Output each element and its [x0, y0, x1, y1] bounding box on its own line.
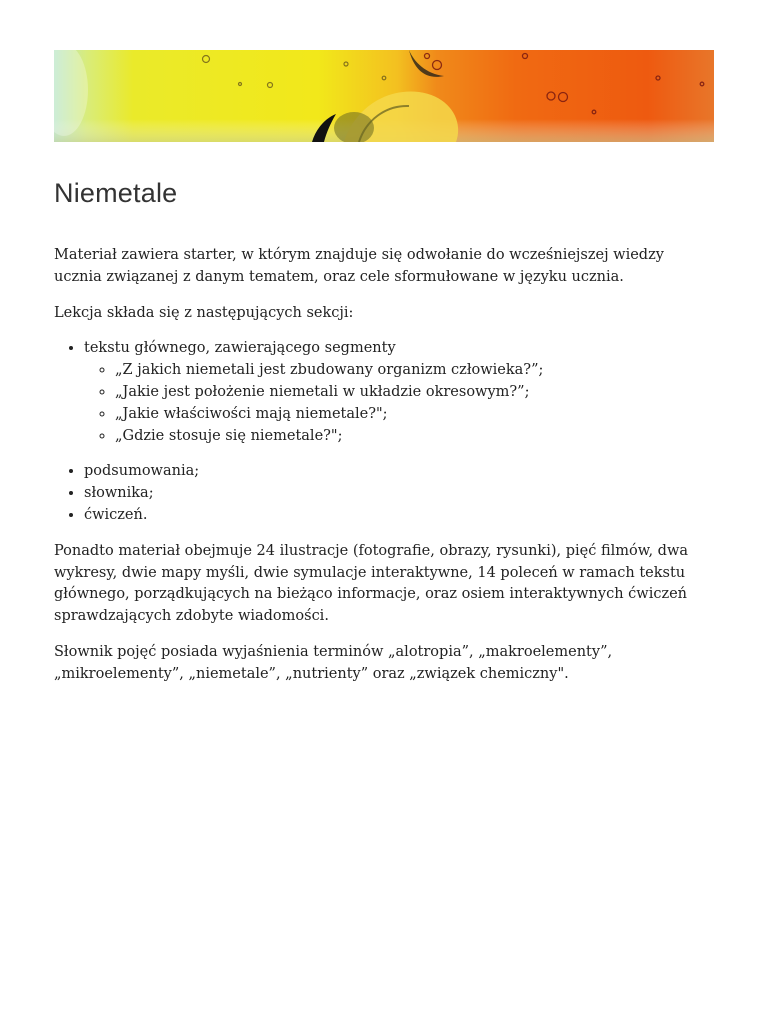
- document-page: [54, 50, 714, 700]
- segment-item: ◦ „Z jakich niemetali jest zbudowany organizm człowieka?”;: [115, 360, 714, 382]
- list-item: [84, 338, 714, 447]
- main-text-section-label: tekstu głównego, zawierającego segmenty: [84, 340, 396, 357]
- sections-intro-paragraph: Lekcja składa się z następujących sekcji:: [54, 304, 354, 321]
- list-item: • słownika;: [84, 483, 714, 505]
- sections-list: [54, 338, 714, 447]
- banner-image: [54, 50, 714, 142]
- segment-item: ◦ „Gdzie stosuje się niemetale?";: [115, 426, 714, 448]
- list-item: • ćwiczeń.: [84, 505, 714, 527]
- page-title: Niemetale: [54, 178, 178, 208]
- other-sections-list: [54, 461, 714, 526]
- intro-paragraph: Materiał zawiera starter, w którym znajduje się odwołanie do wcześniejszej wiedzy ucznia związanej z danym tematem, oraz cele sformułowane w języku ucznia.: [54, 247, 664, 285]
- list-item: • podsumowania;: [84, 461, 714, 483]
- segment-item: ◦ „Jakie właściwości mają niemetale?";: [115, 404, 714, 426]
- segments-list: [84, 360, 714, 447]
- materials-paragraph: Ponadto materiał obejmuje 24 ilustracje (fotografie, obrazy, rysunki), pięć filmów, dwa wykresy, dwie mapy myśli, dwie symulacje interaktywne, 14 poleceń w ramach tekstu głównego, porządkujących na bieżąco informacje, oraz osiem interaktywnych ćwiczeń sprawdzających zdobyte wiadomości.: [54, 542, 688, 625]
- segment-item: ◦ „Jakie jest położenie niemetali w układzie okresowym?”;: [115, 382, 714, 404]
- document-body: [54, 245, 714, 686]
- glossary-paragraph: Słownik pojęć posiada wyjaśnienia terminów „alotropia”, „makroelementy”, „mikroelementy”, „niemetale”, „nutrienty” oraz „związek chemiczny".: [54, 643, 613, 682]
